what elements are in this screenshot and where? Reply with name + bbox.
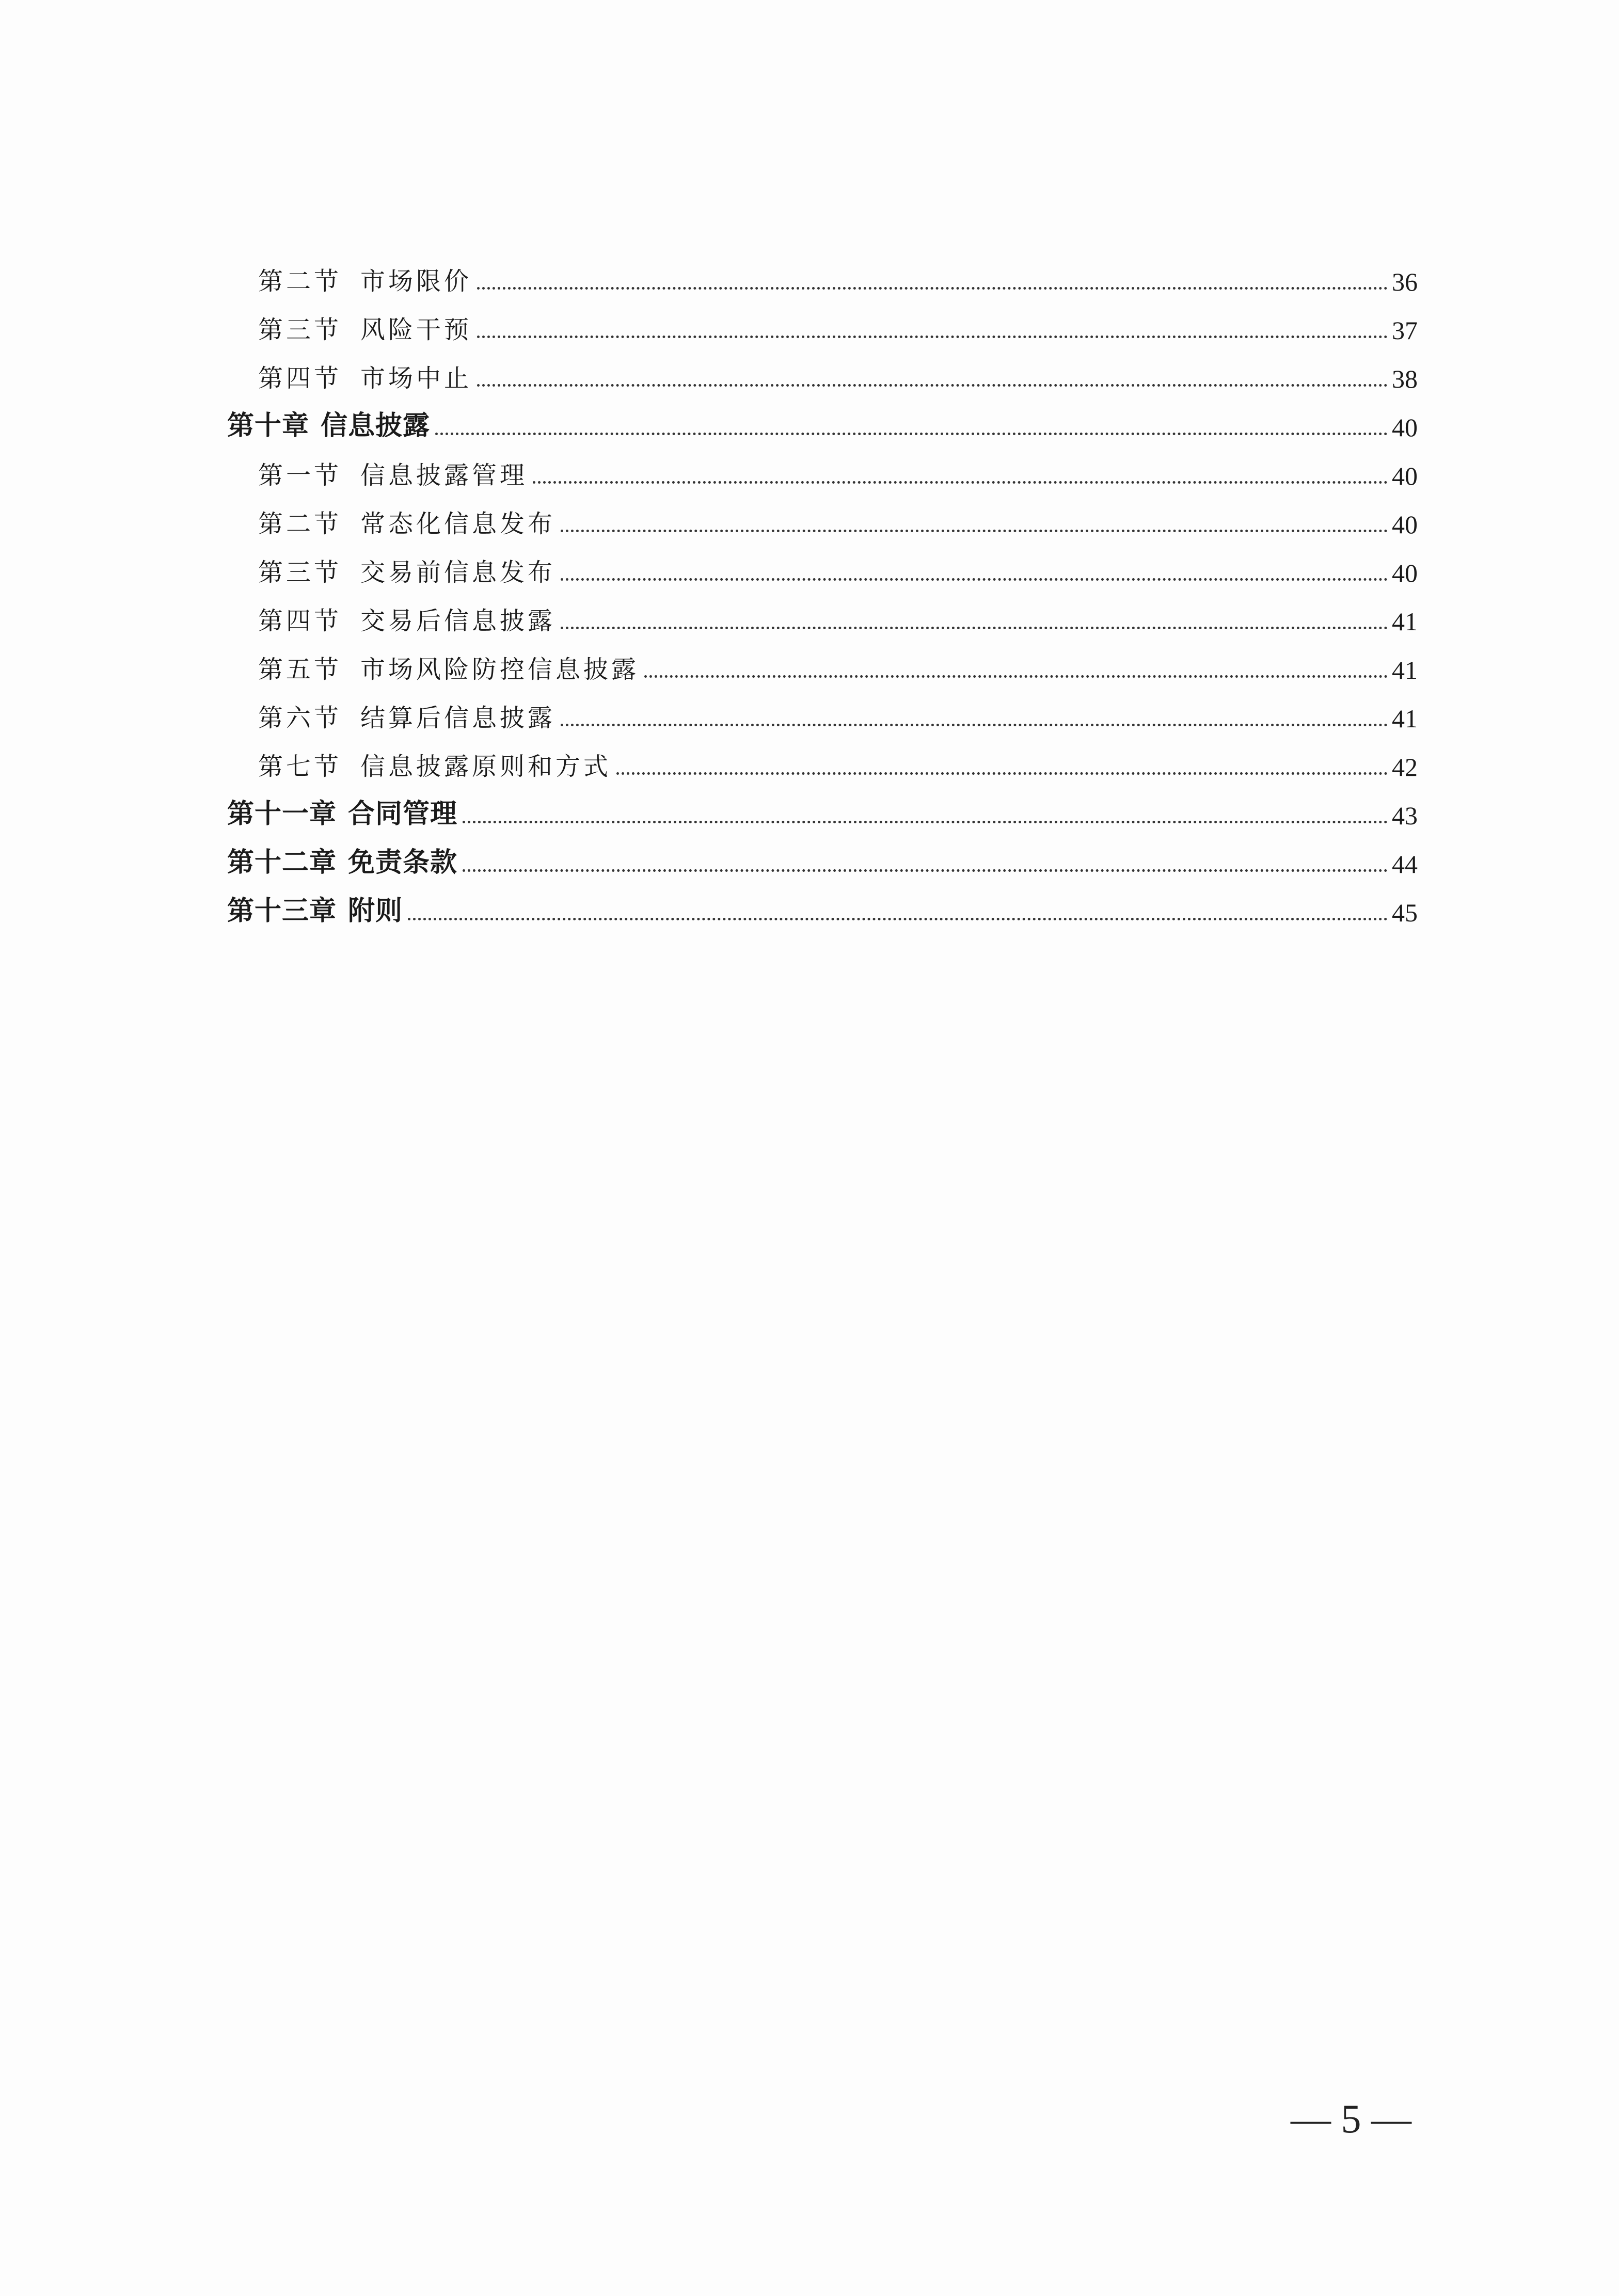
toc-entry-label: 第五节 市场风险防控信息披露 bbox=[258, 655, 640, 684]
toc-page-number: 37 bbox=[1392, 316, 1418, 345]
toc-leader-dots bbox=[644, 675, 1388, 678]
toc-page-number: 40 bbox=[1392, 510, 1418, 539]
toc-page-number: 40 bbox=[1392, 461, 1418, 490]
toc-page-number: 40 bbox=[1392, 413, 1418, 442]
toc-entry-label: 第三节 交易前信息发布 bbox=[258, 558, 556, 587]
toc-entry[interactable] bbox=[258, 450, 1418, 491]
toc-leader-dots bbox=[477, 287, 1388, 290]
toc-entry[interactable] bbox=[258, 498, 1418, 539]
toc-leader-dots bbox=[435, 433, 1388, 435]
toc-page-number: 44 bbox=[1392, 850, 1418, 879]
page-number-footer: — 5 — bbox=[1291, 2096, 1411, 2141]
toc-entry[interactable] bbox=[258, 692, 1418, 734]
toc-entry-label: 第六节 结算后信息披露 bbox=[258, 704, 556, 732]
toc-page-number: 38 bbox=[1392, 364, 1418, 393]
toc-entry-label: 第二节 常态化信息发布 bbox=[258, 509, 556, 538]
toc-leader-dots bbox=[561, 724, 1388, 726]
toc-chapter-entry[interactable] bbox=[227, 838, 1418, 879]
toc-chapter-entry[interactable] bbox=[227, 789, 1418, 831]
toc-leader-dots bbox=[561, 530, 1388, 532]
toc-entry[interactable] bbox=[258, 304, 1418, 345]
toc-leader-dots bbox=[561, 578, 1388, 581]
toc-page-number: 36 bbox=[1392, 267, 1418, 296]
toc-entry-label: 第一节 信息披露管理 bbox=[258, 461, 528, 490]
toc-page-number: 41 bbox=[1392, 704, 1418, 733]
toc-leader-dots bbox=[477, 336, 1388, 338]
toc-entry-label: 第七节 信息披露原则和方式 bbox=[258, 752, 612, 781]
toc-entry-label: 第三节 风险干预 bbox=[258, 315, 472, 344]
toc-page-number: 41 bbox=[1392, 607, 1418, 636]
toc-leader-dots bbox=[463, 869, 1388, 872]
toc-leader-dots bbox=[477, 384, 1388, 387]
toc-page-number: 40 bbox=[1392, 559, 1418, 587]
toc-chapter-entry[interactable] bbox=[227, 401, 1418, 442]
toc-leader-dots bbox=[408, 918, 1388, 920]
toc-page-number: 45 bbox=[1392, 898, 1418, 927]
toc-entry[interactable] bbox=[258, 595, 1418, 636]
toc-chapter-label: 第十章 信息披露 bbox=[227, 410, 431, 441]
toc-entry[interactable] bbox=[258, 741, 1418, 782]
toc-chapter-entry[interactable] bbox=[227, 886, 1418, 928]
toc-entry[interactable] bbox=[258, 644, 1418, 685]
toc-entry[interactable] bbox=[258, 256, 1418, 297]
toc-leader-dots bbox=[616, 772, 1388, 775]
toc-page-number: 42 bbox=[1392, 753, 1418, 782]
toc-leader-dots bbox=[533, 481, 1388, 484]
toc-leader-dots bbox=[561, 627, 1388, 629]
toc-leader-dots bbox=[463, 821, 1388, 823]
toc-entry[interactable] bbox=[258, 547, 1418, 588]
toc-entry[interactable] bbox=[258, 353, 1418, 394]
toc-chapter-label: 第十一章 合同管理 bbox=[227, 799, 458, 830]
toc-entry-label: 第四节 市场中止 bbox=[258, 364, 472, 393]
toc-chapter-label: 第十二章 免责条款 bbox=[227, 847, 458, 878]
toc-page-number: 43 bbox=[1392, 801, 1418, 830]
toc-entry-label: 第二节 市场限价 bbox=[258, 267, 472, 296]
toc-entry-label: 第四节 交易后信息披露 bbox=[258, 607, 556, 635]
toc-chapter-label: 第十三章 附则 bbox=[227, 896, 403, 927]
toc-page-number: 41 bbox=[1392, 656, 1418, 684]
